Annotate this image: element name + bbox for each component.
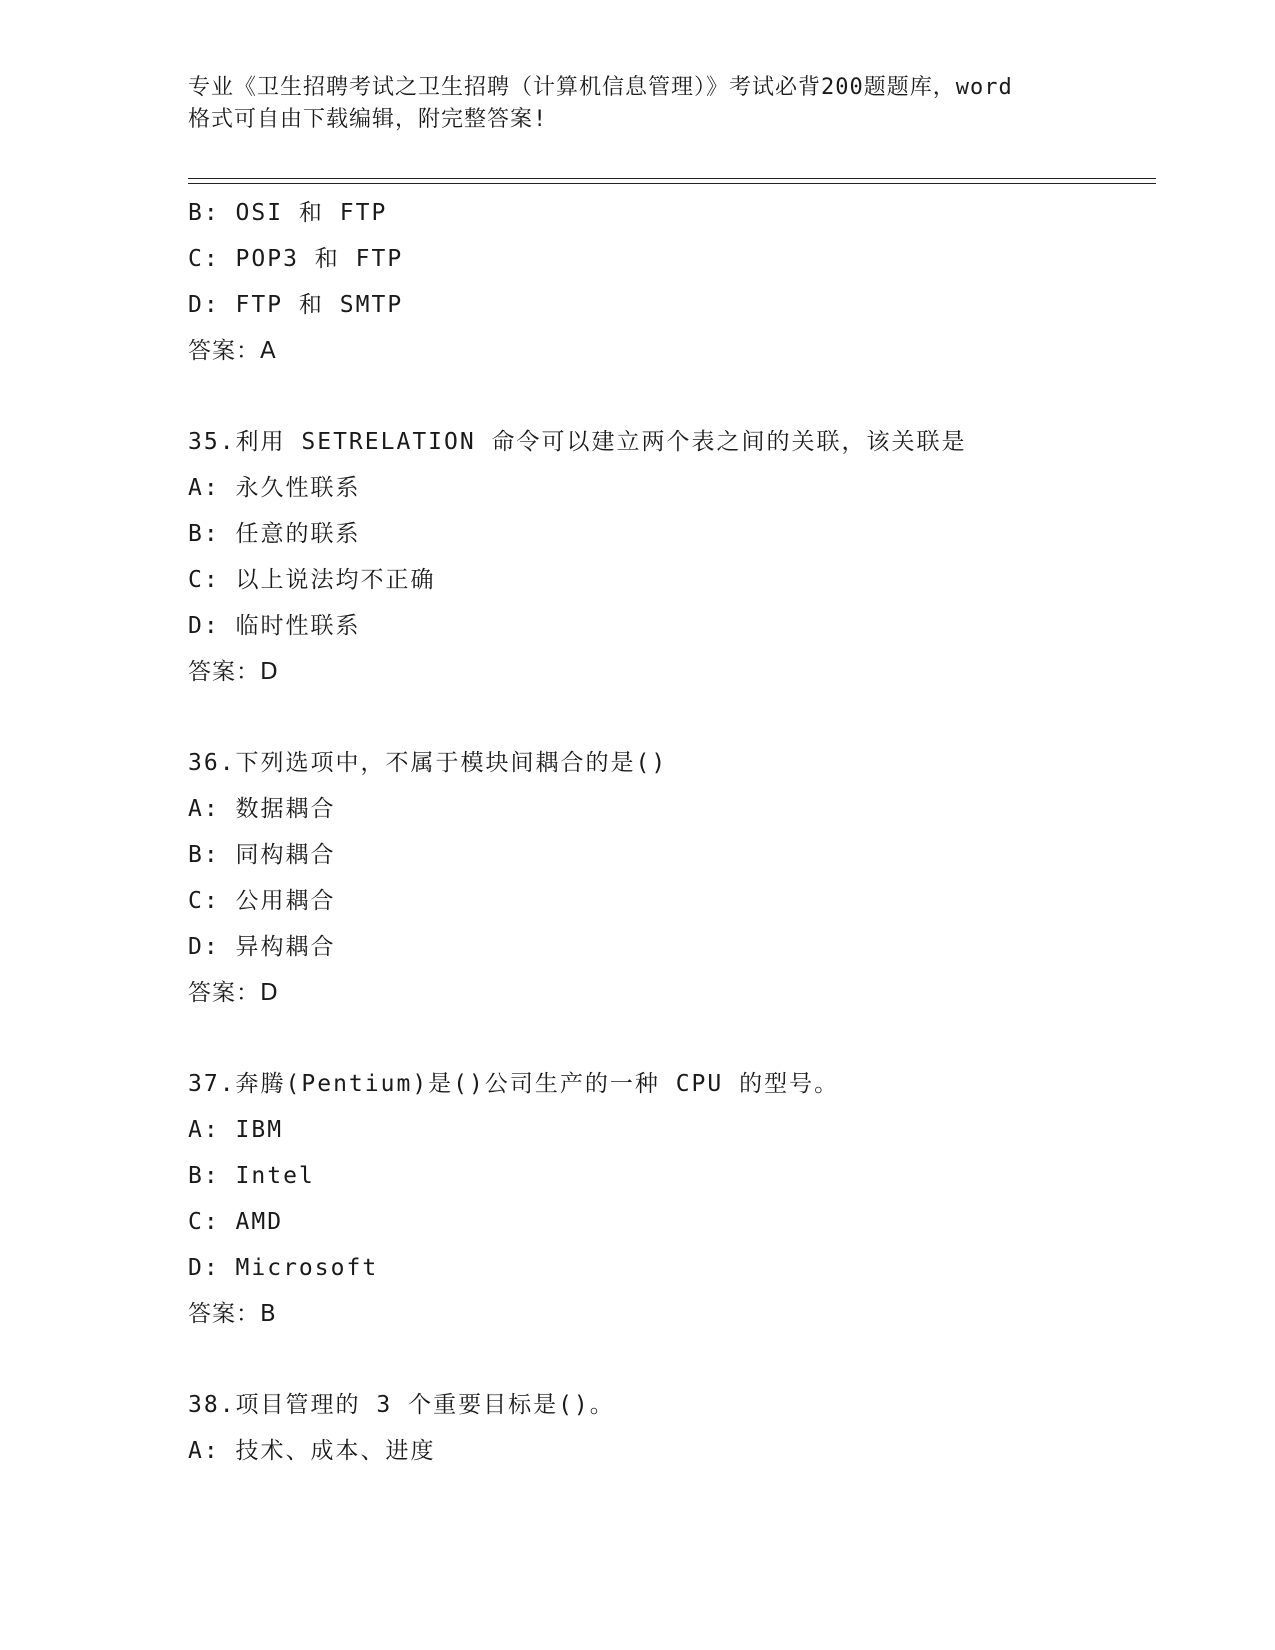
option-d: D: FTP 和 SMTP [188, 292, 404, 318]
header-divider-bottom [188, 183, 1156, 184]
option-d: D: 临时性联系 [188, 613, 361, 639]
option-a: A: 永久性联系 [188, 475, 361, 501]
option-a: A: 技术、成本、进度 [188, 1438, 436, 1464]
question-fragment [188, 190, 1156, 374]
option-c: C: AMD [188, 1209, 284, 1235]
option-a: A: IBM [188, 1117, 284, 1143]
question-35 [188, 419, 1156, 695]
question-stem: 35.利用 SETRELATION 命令可以建立两个表之间的关联，该关联是 [188, 429, 967, 455]
header-line-1: 专业《卫生招聘考试之卫生招聘（计算机信息管理）》考试必背200题题库，word [188, 75, 1013, 100]
option-c: C: 公用耦合 [188, 888, 336, 914]
option-a: A: 数据耦合 [188, 796, 336, 822]
question-stem: 36.下列选项中，不属于模块间耦合的是() [188, 750, 668, 776]
option-b: B: OSI 和 FTP [188, 200, 388, 226]
option-c: C: 以上说法均不正确 [188, 567, 436, 593]
option-b: B: Intel [188, 1163, 315, 1189]
header-divider-top [188, 178, 1156, 179]
answer-line: 答案：D [188, 980, 279, 1006]
answer-line: 答案：B [188, 1301, 277, 1327]
question-36 [188, 740, 1156, 1016]
option-c: C: POP3 和 FTP [188, 246, 404, 272]
question-stem: 37.奔腾(Pentium)是()公司生产的一种 CPU 的型号。 [188, 1071, 840, 1097]
option-d: D: Microsoft [188, 1255, 379, 1281]
question-stem: 38.项目管理的 3 个重要目标是()。 [188, 1392, 615, 1418]
answer-line: 答案：A [188, 338, 277, 364]
answer-line: 答案：D [188, 659, 279, 685]
document-header [188, 72, 1088, 136]
header-line-2: 格式可自由下载编辑，附完整答案! [188, 107, 548, 132]
option-b: B: 任意的联系 [188, 521, 361, 547]
option-b: B: 同构耦合 [188, 842, 336, 868]
question-37 [188, 1061, 1156, 1337]
question-38 [188, 1382, 1156, 1474]
option-d: D: 异构耦合 [188, 934, 336, 960]
question-list [188, 190, 1156, 1474]
